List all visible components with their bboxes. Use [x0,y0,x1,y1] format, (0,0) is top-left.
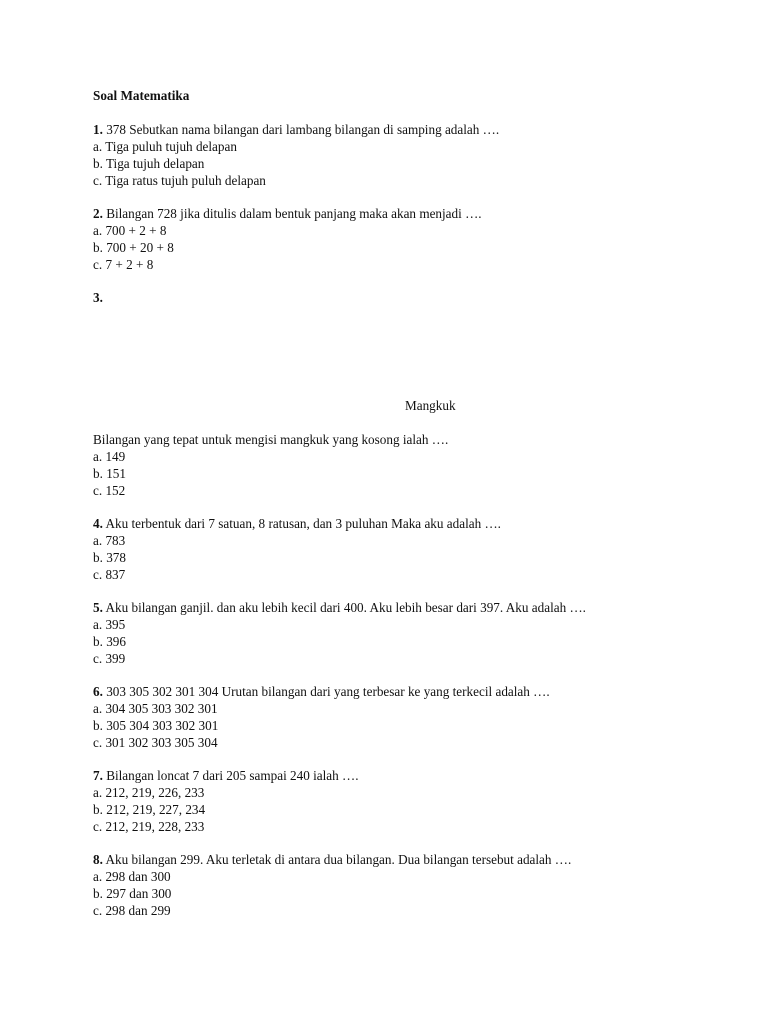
question-line [93,121,499,138]
question-text: Bilangan yang tepat untuk mengisi mangkuk yang kosong ialah …. [93,432,449,447]
question-text: Bilangan 728 jika ditulis dalam bentuk panjang maka akan menjadi …. [106,206,482,221]
option-c: c. 837 [93,567,126,582]
option-a: a. 212, 219, 226, 233 [93,785,205,800]
question-line [93,683,550,700]
question-text: 378 Sebutkan nama bilangan dari lambang bilangan di samping adalah …. [106,122,500,137]
question-text: Aku bilangan ganjil. dan aku lebih kecil dari 400. Aku lebih besar dari 397. Aku adalah …. [105,600,586,615]
question-text: Bilangan loncat 7 dari 205 sampai 240 ialah …. [106,768,359,783]
question-6 [93,683,550,751]
question-3-number [93,289,103,306]
option-c: c. 152 [93,483,126,498]
option-a: a. 304 305 303 302 301 [93,701,218,716]
question-number: 7. [93,768,103,783]
option-b: b. Tiga tujuh delapan [93,156,205,171]
question-text: Aku terbentuk dari 7 satuan, 8 ratusan, dan 3 puluhan Maka aku adalah …. [105,516,501,531]
option-b: b. 700 + 20 + 8 [93,240,174,255]
option-a: a. 700 + 2 + 8 [93,223,167,238]
question-text: 303 305 302 301 304 Urutan bilangan dari yang terbesar ke yang terkecil adalah …. [106,684,550,699]
question-8 [93,851,571,919]
question-number: 6. [93,684,103,699]
question-1 [93,121,499,189]
option-b: b. 297 dan 300 [93,886,172,901]
question-number: 2. [93,206,103,221]
question-number: 8. [93,852,103,867]
option-a: a. Tiga puluh tujuh delapan [93,139,237,154]
option-a: a. 783 [93,533,126,548]
option-b: b. 212, 219, 227, 234 [93,802,206,817]
question-number: 4. [93,516,103,531]
option-a: a. 395 [93,617,126,632]
question-line [93,851,571,868]
option-b: b. 396 [93,634,126,649]
option-b: b. 151 [93,466,126,481]
option-c: c. 212, 219, 228, 233 [93,819,205,834]
option-a: a. 149 [93,449,126,464]
option-c: c. Tiga ratus tujuh puluh delapan [93,173,266,188]
question-number: 3. [93,290,103,305]
option-c: c. 298 dan 299 [93,903,171,918]
option-b: b. 305 304 303 302 301 [93,718,219,733]
question-4 [93,515,501,583]
question-line [93,205,482,222]
question-line [93,515,501,532]
document-title: Soal Matematika [93,88,190,103]
question-number: 5. [93,600,103,615]
figure-caption: Mangkuk [405,398,456,413]
question-2 [93,205,482,273]
question-line [93,599,586,616]
question-3 [93,431,448,499]
question-line [93,767,359,784]
option-b: b. 378 [93,550,126,565]
option-c: c. 399 [93,651,126,666]
question-text: Aku bilangan 299. Aku terletak di antara dua bilangan. Dua bilangan tersebut adalah …. [105,852,572,867]
question-7 [93,767,359,835]
option-a: a. 298 dan 300 [93,869,171,884]
option-c: c. 301 302 303 305 304 [93,735,218,750]
question-5 [93,599,586,667]
question-number: 1. [93,122,103,137]
option-c: c. 7 + 2 + 8 [93,257,154,272]
